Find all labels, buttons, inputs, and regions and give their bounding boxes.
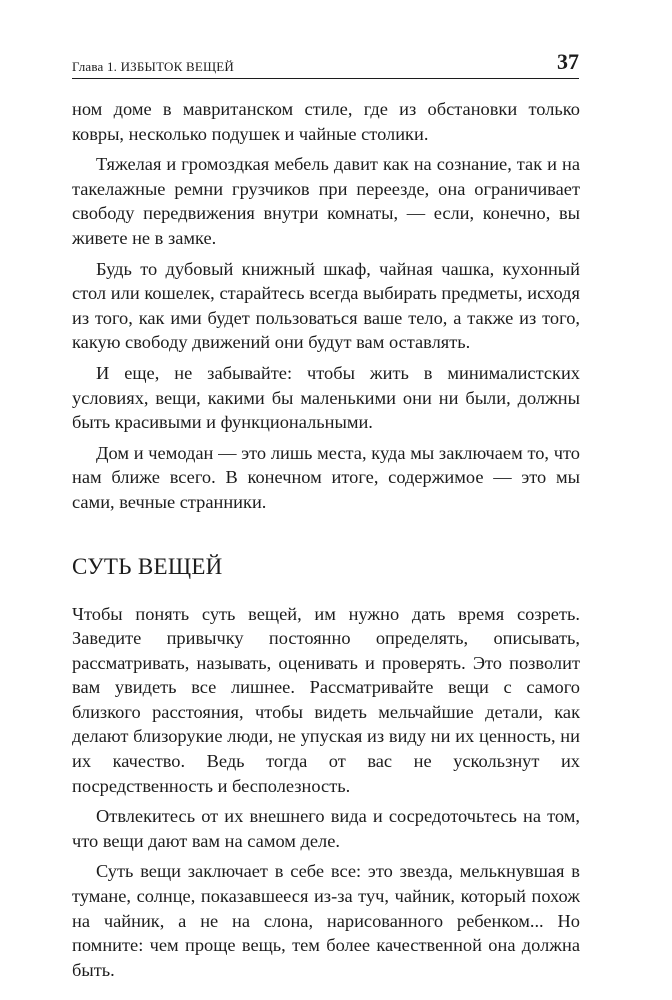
paragraph: Отвлекитесь от их внешнего вида и сосредоточьтесь на том, что вещи дают вам на самом деле. xyxy=(72,806,580,851)
running-title: Глава 1. ИЗБЫТОК ВЕЩЕЙ xyxy=(72,59,235,74)
paragraph: Чтобы понять суть вещей, им нужно дать время созреть. Заведите привычку постоянно определять, описывать, рассматривать, называть, оценивать и проверять. Это позволит вам увидеть все лишнее. Рассматривайте вещи с самого близкого расстояния, чтобы видеть мельчайшие детали, как делают близорукие люди, не упуская из виду ни их ценность, ни их качество. Ведь тогда от вас не ускользнут их посредственность и бесполезность. xyxy=(72,603,580,796)
section-title: СУТЬ ВЕЩЕЙ xyxy=(72,553,223,579)
paragraph: Будь то дубовый книжный шкаф, чайная чашка, кухонный стол или кошелек, старайтесь всегда выбирать предметы, исходя из того, как ими будет пользоваться ваше тело, а также из того, какую свободу движений они будут вам оставлять. xyxy=(72,258,580,353)
paragraph: Тяжелая и громоздкая мебель давит как на сознание, так и на такелажные ремни грузчиков при переезде, она ограничивает свободу передвижения внутри комнаты, — если, конечно, вы живете не в замке. xyxy=(72,154,580,248)
body-text xyxy=(72,97,580,988)
paragraph: Дом и чемодан — это лишь места, куда мы заключаем то, что нам ближе всего. В конечном итоге, содержимое — это мы сами, вечные странники. xyxy=(72,442,580,512)
paragraph: ном доме в мавританском стиле, где из обстановки только ковры, несколько подушек и чайные столики. xyxy=(72,99,580,144)
paragraph: Суть вещи заключает в себе все: это звезда, мелькнувшая в тумане, солнце, показавшееся из-за туч, чайник, который похож на чайник, а не на слона, нарисованного ребенком... Но помните: чем проще вещь, тем более качественной она должна быть. xyxy=(72,861,580,980)
running-header xyxy=(72,49,579,79)
paragraph: И еще, не забывайте: чтобы жить в минималистских условиях, вещи, какими бы маленькими они ни были, должны быть красивыми и функциональными. xyxy=(72,362,580,433)
page-number: 37 xyxy=(557,49,579,74)
